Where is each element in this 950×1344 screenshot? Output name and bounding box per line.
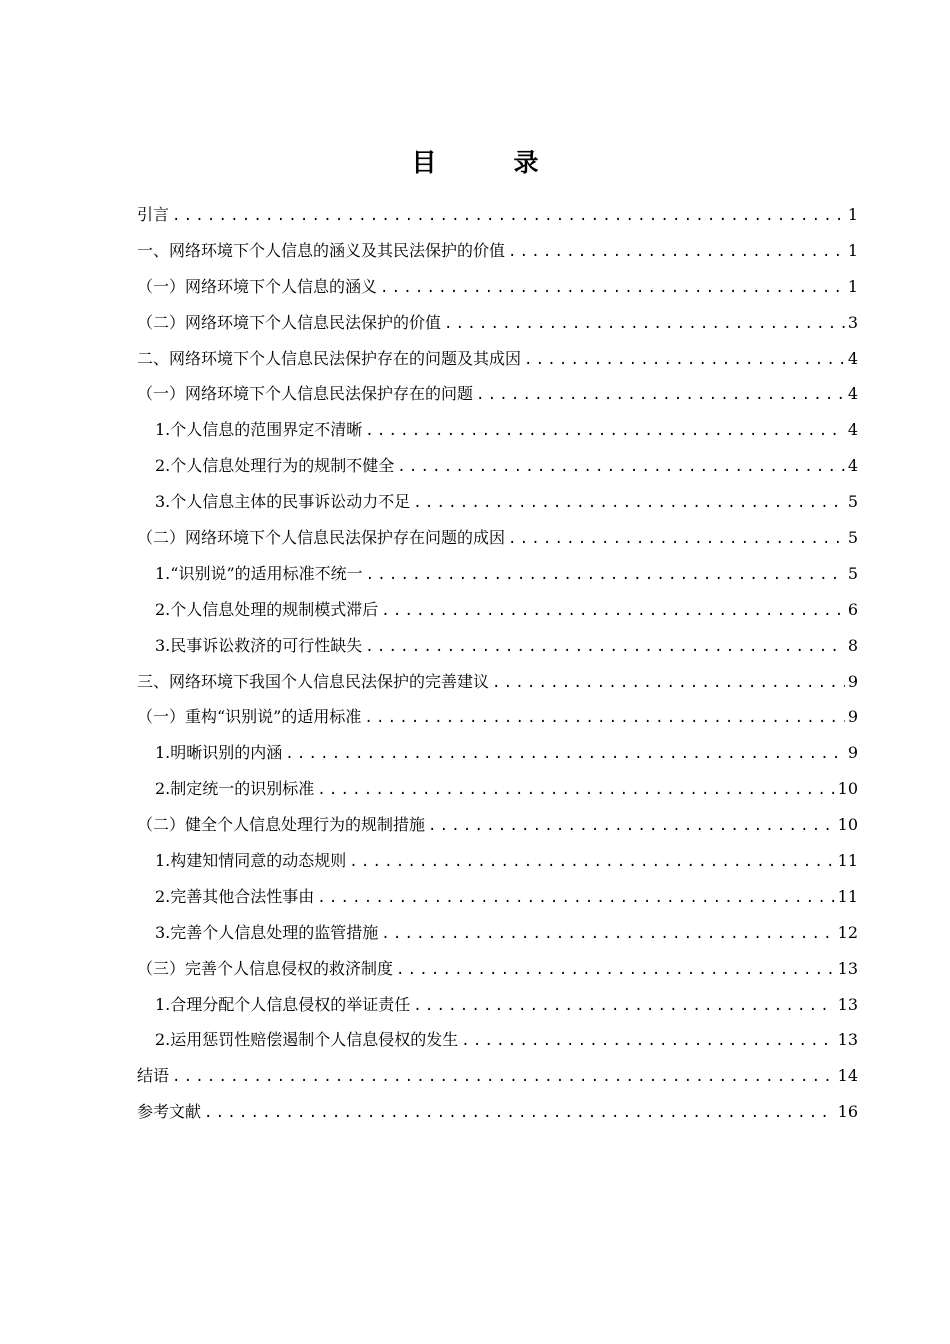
toc-page-number: 3 [847, 312, 858, 332]
toc-entry-title: 2.个人信息处理行为的规制不健全 [155, 456, 395, 476]
toc-entry-title: 2.运用惩罚性赔偿遏制个人信息侵权的发生 [155, 1030, 459, 1050]
toc-leader-dots [461, 1024, 834, 1060]
toc-leader-dots [413, 989, 834, 1025]
toc-page-number: 11 [837, 851, 858, 871]
toc-entry-title: 1.合理分配个人信息侵权的举证责任 [155, 994, 411, 1014]
toc-entry[interactable] [137, 556, 858, 592]
toc-page-number: 4 [847, 384, 858, 404]
toc-page-number: 4 [847, 456, 858, 476]
toc-entry-title: 1.“识别说”的适用标准不统一 [155, 563, 363, 583]
toc-leader-dots [172, 1060, 835, 1096]
toc-page-number: 9 [847, 707, 858, 727]
toc-entry[interactable] [137, 448, 858, 484]
toc-page-number: 10 [837, 815, 858, 835]
toc-leader-dots [413, 486, 845, 522]
toc-page-number: 13 [837, 958, 858, 978]
toc-page-number: 10 [837, 779, 858, 799]
toc-page-number: 8 [847, 635, 858, 655]
toc-entry[interactable] [137, 305, 858, 341]
toc-entry-title: 二、网络环境下个人信息民法保护存在的问题及其成因 [137, 348, 522, 368]
toc-entry-title: 2.制定统一的识别标准 [155, 779, 315, 799]
toc-entry-title: 2.个人信息处理的规制模式滞后 [155, 599, 379, 619]
toc-page-number: 9 [847, 671, 858, 691]
toc-entry[interactable] [137, 843, 858, 879]
toc-page-number: 11 [837, 886, 858, 906]
toc-entry[interactable] [137, 197, 858, 233]
toc-entry-title: （一）网络环境下个人信息的涵义 [137, 276, 378, 296]
toc-entry[interactable] [137, 699, 858, 735]
toc-page-number: 16 [837, 1102, 858, 1122]
toc-leader-dots [380, 271, 845, 307]
toc-entry[interactable] [137, 484, 858, 520]
toc-entry-title: 一、网络环境下个人信息的涵义及其民法保护的价值 [137, 240, 506, 260]
toc-page-number: 6 [847, 599, 858, 619]
toc-entry-title: 结语 [137, 1066, 170, 1086]
toc-entry[interactable] [137, 807, 858, 843]
toc-page-number: 5 [847, 492, 858, 512]
toc-entry[interactable] [137, 233, 858, 269]
toc-leader-dots [476, 378, 845, 414]
page-title: 目 录 [411, 148, 565, 177]
toc-entry-title: （二）网络环境下个人信息民法保护的价值 [137, 312, 442, 332]
toc-entry[interactable] [137, 376, 858, 412]
toc-page-number: 4 [847, 348, 858, 368]
toc-entry[interactable] [137, 1058, 858, 1094]
toc-entry[interactable] [137, 879, 858, 915]
toc-entry[interactable] [137, 1022, 858, 1058]
toc-entry-title: 1.个人信息的范围界定不清晰 [155, 420, 363, 440]
toc-leader-dots [396, 953, 835, 989]
toc-entry-title: 2.完善其他合法性事由 [155, 886, 315, 906]
toc-entry[interactable] [137, 664, 858, 700]
toc-leader-dots [428, 809, 835, 845]
toc-leader-dots [508, 522, 845, 558]
toc-entry[interactable] [137, 771, 858, 807]
toc-entry-title: （三）完善个人信息侵权的救济制度 [137, 958, 394, 978]
toc-page-number: 14 [837, 1066, 858, 1086]
toc-page-number: 9 [847, 743, 858, 763]
toc-entry-title: （二）网络环境下个人信息民法保护存在问题的成因 [137, 528, 506, 548]
toc-entry[interactable] [137, 951, 858, 987]
toc-page-number: 1 [847, 240, 858, 260]
toc-page-number: 5 [847, 528, 858, 548]
toc-leader-dots [317, 773, 834, 809]
toc-leader-dots [397, 450, 845, 486]
toc-entry-title: 1.明晰识别的内涵 [155, 743, 283, 763]
toc-entry[interactable] [137, 269, 858, 305]
toc-entry[interactable] [137, 915, 858, 951]
toc-leader-dots [444, 307, 845, 343]
toc-entry-title: 1.构建知情同意的动态规则 [155, 851, 347, 871]
toc-entry-title: （一）网络环境下个人信息民法保护存在的问题 [137, 384, 474, 404]
toc-entry[interactable] [137, 987, 858, 1023]
toc-entry[interactable] [137, 341, 858, 377]
toc-leader-dots [381, 917, 834, 953]
toc-leader-dots [317, 881, 834, 917]
toc-page-number: 4 [847, 420, 858, 440]
toc-leader-dots [364, 701, 844, 737]
toc-page-number: 5 [847, 563, 858, 583]
toc-entry-title: 3.民事诉讼救济的可行性缺失 [155, 635, 363, 655]
toc-leader-dots [365, 414, 845, 450]
toc-leader-dots [508, 235, 845, 271]
toc-entry[interactable] [137, 520, 858, 556]
toc-leader-dots [285, 737, 845, 773]
toc-leader-dots [365, 630, 845, 666]
toc-entry[interactable] [137, 412, 858, 448]
toc-entry[interactable] [137, 628, 858, 664]
toc-leader-dots [381, 594, 845, 630]
toc-page-number: 13 [837, 1030, 858, 1050]
toc-page-number: 12 [837, 922, 858, 942]
toc-leader-dots [349, 845, 834, 881]
toc-entry-title: （二）健全个人信息处理行为的规制措施 [137, 815, 426, 835]
toc-entry-title: 参考文献 [137, 1102, 202, 1122]
toc-entry-title: （一）重构“识别说”的适用标准 [137, 707, 362, 727]
toc-leader-dots [204, 1096, 835, 1132]
toc-leader-dots [524, 343, 845, 379]
table-of-contents [137, 197, 858, 1130]
toc-entry-title: 三、网络环境下我国个人信息民法保护的完善建议 [137, 671, 490, 691]
toc-page-number: 1 [847, 276, 858, 296]
toc-entry[interactable] [137, 735, 858, 771]
toc-entry-title: 3.完善个人信息处理的监管措施 [155, 922, 379, 942]
toc-leader-dots [172, 199, 845, 235]
toc-leader-dots [366, 558, 845, 594]
toc-entry[interactable] [137, 592, 858, 628]
toc-page-number: 13 [837, 994, 858, 1014]
toc-entry-title: 引言 [137, 205, 170, 224]
toc-leader-dots [492, 666, 845, 702]
toc-entry[interactable] [137, 1094, 858, 1130]
toc-entry-title: 3.个人信息主体的民事诉讼动力不足 [155, 492, 411, 512]
toc-page-number: 1 [847, 205, 858, 224]
